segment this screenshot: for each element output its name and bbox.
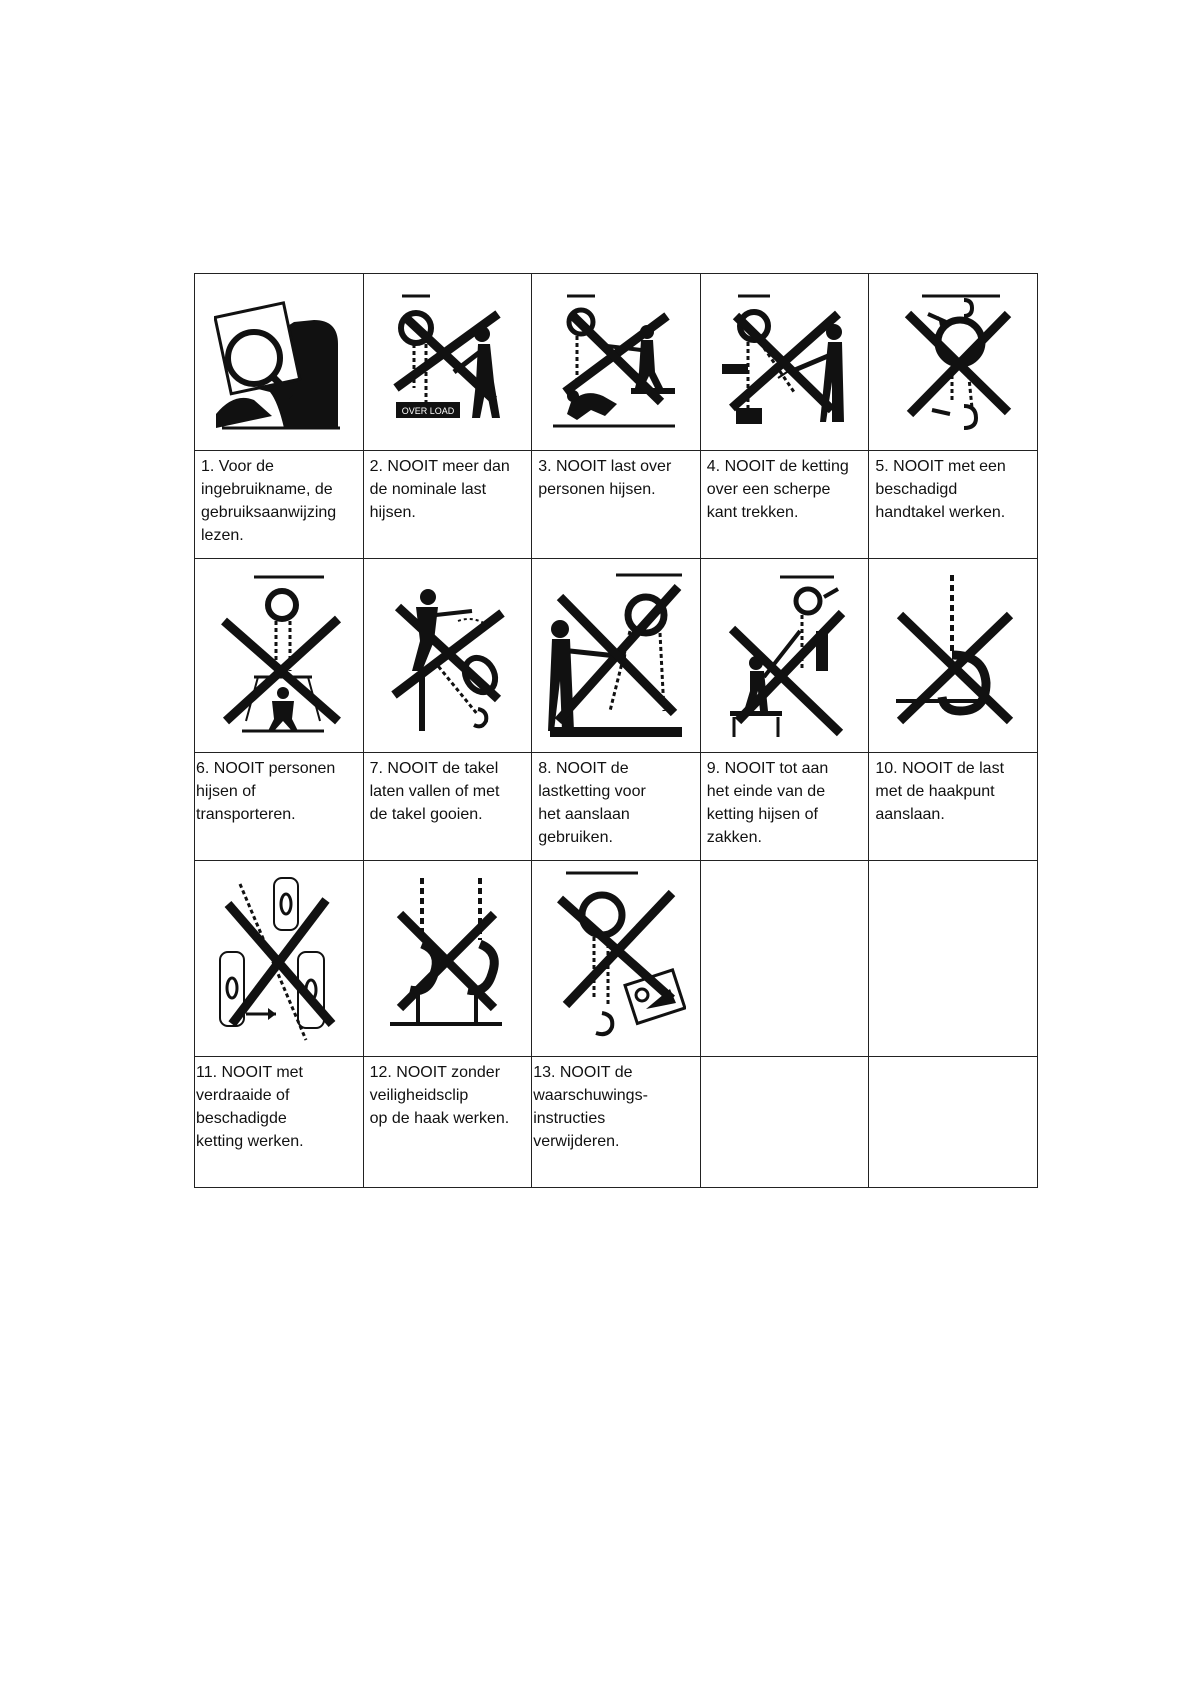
empty-picture-cell-15	[869, 861, 1038, 1057]
caption-cell-9	[700, 753, 869, 861]
caption-6: 6. NOOIT personen hijsen of transporteren.	[196, 760, 336, 823]
picture-cell-2	[363, 274, 532, 451]
no-chain-end-icon	[720, 571, 850, 741]
svg-text:OVER LOAD: OVER LOAD	[402, 406, 455, 416]
caption-2: 2. NOOIT meer dan de nominale last hijsen.	[369, 458, 510, 521]
picture-cell-7	[363, 559, 532, 753]
caption-1: 1. Voor de ingebruikname, de gebruiksaanwijzing lezen.	[201, 458, 337, 544]
empty-caption-cell-15	[869, 1057, 1038, 1188]
no-safety-clip-icon	[382, 874, 512, 1044]
caption-cell-12	[363, 1057, 532, 1188]
caption-12: 12. NOOIT zonder veiligheidsclip op de haak werken.	[369, 1064, 510, 1127]
empty-caption-cell-14	[700, 1057, 869, 1188]
no-dropping-hoist-icon	[382, 571, 512, 741]
picture-cell-13	[532, 861, 701, 1057]
no-chain-as-sling-icon	[546, 571, 686, 741]
caption-8: 8. NOOIT de lastketting voor het aanslaan gebruiken.	[538, 760, 646, 846]
caption-7: 7. NOOIT de takel laten vallen of met de takel gooien.	[369, 760, 500, 823]
caption-cell-13	[532, 1057, 701, 1188]
no-overload-icon	[382, 292, 512, 432]
picture-cell-11	[195, 861, 364, 1057]
no-hook-tip-load-icon	[888, 571, 1018, 741]
picture-cell-3	[532, 274, 701, 451]
caption-cell-5	[869, 451, 1038, 559]
caption-cell-3	[532, 451, 701, 559]
picture-cell-12	[363, 861, 532, 1057]
caption-3: 3. NOOIT last over personen hijsen.	[538, 458, 672, 498]
safety-instructions-table	[194, 273, 1038, 1188]
picture-cell-10	[869, 559, 1038, 753]
no-load-over-people-icon	[551, 292, 681, 432]
caption-cell-11	[195, 1057, 364, 1188]
empty-picture-cell-14	[700, 861, 869, 1057]
picture-cell-5	[869, 274, 1038, 451]
caption-9: 9. NOOIT tot aan het einde van de ketting hijsen of zakken.	[706, 760, 829, 846]
caption-11: 11. NOOIT met verdraaide of beschadigde ketting werken.	[196, 1064, 304, 1150]
no-chain-over-sharp-edge-icon	[720, 292, 850, 432]
caption-cell-1	[195, 451, 364, 559]
no-lifting-people-icon	[214, 571, 344, 741]
caption-10: 10. NOOIT de last met de haakpunt aanslaan.	[875, 760, 1005, 823]
no-damaged-hoist-icon	[888, 292, 1018, 432]
caption-cell-7	[363, 753, 532, 861]
caption-5: 5. NOOIT met een beschadigd handtakel werken.	[875, 458, 1006, 521]
picture-cell-9	[700, 559, 869, 753]
read-manual-icon	[214, 292, 344, 432]
picture-cell-1	[195, 274, 364, 451]
picture-cell-6	[195, 559, 364, 753]
caption-cell-4	[700, 451, 869, 559]
picture-cell-4	[700, 274, 869, 451]
caption-cell-8	[532, 753, 701, 861]
no-remove-warnings-icon	[546, 869, 686, 1049]
caption-cell-6	[195, 753, 364, 861]
caption-4: 4. NOOIT de ketting over een scherpe kant trekken.	[706, 458, 849, 521]
caption-cell-10	[869, 753, 1038, 861]
caption-cell-2	[363, 451, 532, 559]
no-twisted-chain-icon	[214, 874, 344, 1044]
caption-13: 13. NOOIT de waarschuwings- instructies verwijderen.	[533, 1064, 648, 1150]
picture-cell-8	[532, 559, 701, 753]
